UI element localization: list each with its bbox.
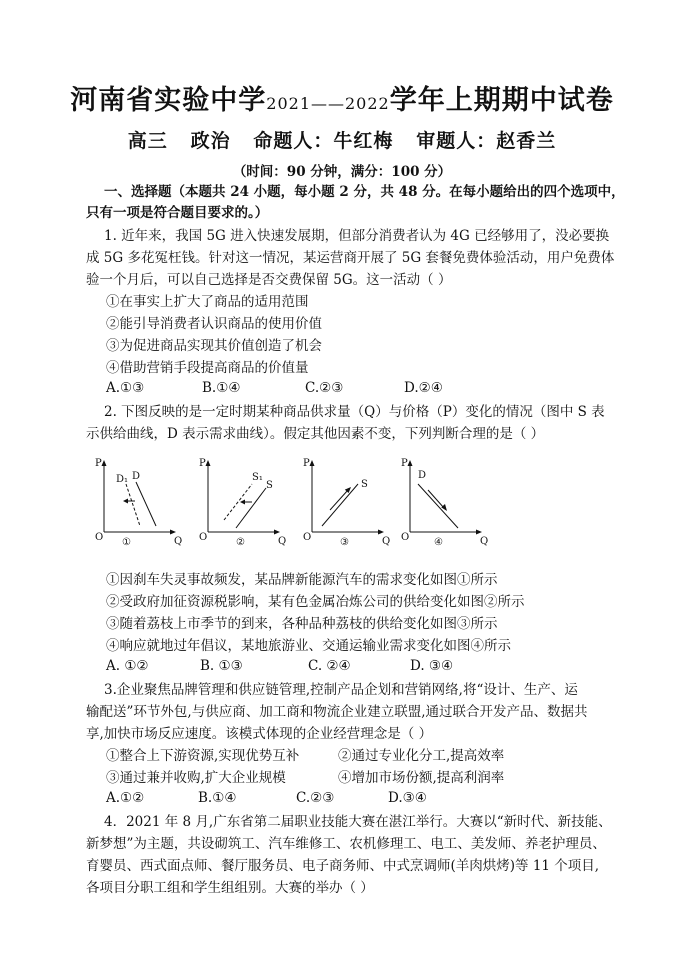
q3-item: ②通过专业化分工,提高效率 [338,748,505,764]
q4-stem-line: 新梦想”为主题，共设砌筑工、汽车维修工、农机修理工、电工、美发师、养老护理员、 [86,836,606,852]
q1-option-d[interactable]: D.②④ [404,380,443,396]
axis-label-q: Q [480,536,489,547]
arrow-head [378,530,384,535]
q3-item: ④增加市场份额,提高利润率 [338,770,505,786]
arrow-head [240,500,245,505]
q3-item: ①整合上下游资源,实现优势互补 [106,748,300,764]
q1-item: ④借助营销手段提高商品的价值量 [106,360,309,376]
axis-label-q: Q [174,536,183,547]
arrow-head [274,530,280,535]
q3-option-b[interactable]: B.①④ [198,790,237,806]
demand-curve-d1 [126,484,140,526]
q4-stem-line: 育婴员、西式面点师、餐厅服务员、电子商务师、中式烹调师(羊肉烘烤)等 11 个项目, [86,858,600,874]
axis-label-p: P [303,458,310,469]
arrow-head [102,460,107,466]
q1-item: ②能引导消费者认识商品的使用价值 [106,316,322,332]
q2-item: ④响应就地过年倡议，某地旅游业、交通运输业需求变化如图④所示 [106,638,511,654]
arrow-head [476,530,482,535]
arrow-head [206,460,211,466]
q3-option-d[interactable]: D.③④ [388,790,427,806]
q2-option-b[interactable]: B. ①③ [200,658,243,674]
axis-label-p: P [199,458,206,469]
q3-stem-line: 输配送”环节外包,与供应商、加工商和物流企业建立联盟,通过联合开发产品、数据共 [86,704,588,720]
graph-number: ① [122,537,131,548]
q3-option-c[interactable]: C.②③ [296,790,335,806]
q2-item: ①因刹车失灵事故频发，某品牌新能源汽车的需求变化如图①所示 [106,572,498,588]
curve-label: S [266,480,273,491]
curve-label: D₁ [116,474,129,485]
axis-label-q: Q [278,536,287,547]
axis-label-p: P [401,458,408,469]
exam-subtitle: 高三 政治 命题人：牛红梅 审题人：赵香兰 [127,130,557,152]
q3-stem-line: 3.企业聚焦品牌管理和供应链管理,控制产品企划和营销网络,将“设计、生产、运 [104,682,578,698]
q1-option-b[interactable]: B.①④ [202,380,241,396]
movement-arrow [330,490,348,510]
q2-option-a[interactable]: A. ①② [106,658,149,674]
q3-stem-line: 享,加快市场反应速度。该模式体现的企业经营理念是（ ） [86,726,433,742]
graph-2 [196,456,296,556]
q4-stem-line: 各项目分职工组和学生组组别。大赛的举办（ ） [86,880,374,896]
q3-option-a[interactable]: A.①② [106,790,145,806]
q1-option-a[interactable]: A.①③ [106,380,145,396]
q2-item: ③随着荔枝上市季节的到来，各种品种荔枝的供给变化如图③所示 [106,616,498,632]
movement-arrow [428,490,444,508]
origin-label: O [95,532,104,543]
origin-label: O [199,532,208,543]
arrow-head [123,499,128,504]
exam-title [0,78,684,117]
axis-label-p: P [95,458,102,469]
q4-stem-line: 4．2021 年 8 月,广东省第二届职业技能大赛在湛江举行。大赛以“新时代、新技能、 [104,814,612,830]
q1-item: ①在事实上扩大了商品的适用范围 [106,294,309,310]
origin-label: O [303,532,312,543]
q3-item: ③通过兼并收购,扩大企业规模 [106,770,286,786]
q2-option-d[interactable]: D. ③④ [410,658,454,674]
q1-option-c[interactable]: C.②③ [305,380,344,396]
title-years: 2021——2022 [266,94,390,113]
demand-curve-d [418,484,458,528]
section-heading-cont: 只有一项是符合题目要求的。） [86,205,269,221]
time-info: （时间：90 分钟，满分：100 分） [232,164,452,180]
q1-stem-line: 验一个月后，可以自己选择是否交费保留 5G。这一活动（ ） [86,272,452,288]
demand-curve-d [136,482,156,526]
curve-label: S [361,479,368,490]
graph-number: ③ [340,537,349,548]
curve-label: D [132,471,141,482]
title-school: 河南省实验中学 [70,85,267,116]
arrow-head [170,530,176,535]
q2-item: ②受政府加征资源税影响，某有色金属冶炼公司的供给变化如图②所示 [106,594,525,610]
supply-curve-s [236,488,266,528]
title-term: 学年上期期中试卷 [389,85,614,116]
q2-option-c[interactable]: C. ②④ [308,658,351,674]
graph-number: ② [236,537,245,548]
arrow-head [408,460,413,466]
curve-label: D [418,470,427,481]
graph-1 [92,456,192,556]
section-heading: 一、选择题（本题共 24 小题，每小题 2 分，共 48 分。在每小题给出的四个选项中， [104,184,625,200]
curve-label: S₁ [252,472,263,483]
q2-stem-line: 示供给曲线，D 表示需求曲线）。假定其他因素不变，下列判断合理的是（ ） [86,426,545,442]
axis-label-q: Q [382,536,391,547]
q1-stem-line: 1. 近年来，我国 5G 进入快速发展期，但部分消费者认为 4G 已经够用了，没必要换 [104,228,610,244]
graph-4 [398,456,498,556]
q2-stem-line: 2. 下图反映的是一定时期某种商品供求量（Q）与价格（P）变化的情况（图中 S 表 [104,404,605,420]
supply-curve-s [322,484,358,526]
graph-number: ④ [434,537,443,548]
origin-label: O [401,532,410,543]
arrow-head [310,460,315,466]
graph-3 [300,456,400,556]
q1-item: ③为促进商品实现其价值创造了机会 [106,338,322,354]
q1-stem-line: 成 5G 多花冤枉钱。针对这一情况，某运营商开展了 5G 套餐免费体验活动，用户免费体 [86,250,615,266]
